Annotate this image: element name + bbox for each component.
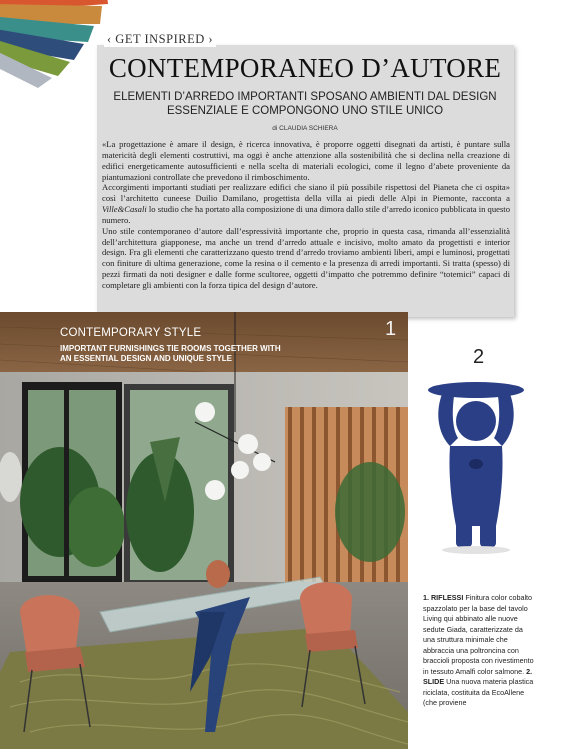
interior-photo [0,312,408,749]
photo-number: 1 [385,318,397,340]
section-kicker: ‹ GET INSPIRED › [104,32,216,47]
color-swatch-fan [0,0,110,90]
photo-title: CONTEMPORARY STYLE [60,327,202,339]
caption-label: 2. SLIDE [423,666,533,686]
caption-label: 1. RIFLESSI [423,593,464,602]
article-subtitle: ELEMENTI D’ARREDO IMPORTANTI SPOSANO AMBIENTI DAL DESIGN ESSENZIALE E COMPONGONO UNO STILE UNICO [113,91,497,117]
product-number: 2 [473,346,485,368]
blue-figure-side-table [412,376,532,556]
body-text: lo studio che ha portato alla composizione di una dimora dallo stile d’arredo iconico pubblicata in questo numero. [102,204,510,225]
caption-text: Una nuova materia plastica riciclata, costituita da EcoAllene (che proviene [423,677,534,707]
body-paragraph: Uno stile contemporaneo d’autore dall’espressività importante che, proprio in questa casa, rimanda all’essenzialità dell’architettura giapponese, ma anche un trend d’arredo attuale e incisivo, molto amato da progettisti e interior design. Fra gli elementi che caratterizzano questo trend d’arredo troviamo ambienti liberi, ampi e luminosi, progettati con finiture di ultima generazione, come la resina o il cemento e la presenza di arredi importanti. Si tratta (spesso) di pezzi firmati da noti designer e dalle forme scultoree, oggetti d’impatto che potremmo definire “totemici” capaci di completare gli ambienti con la forza tipica del design d’autore. [102,225,510,290]
photo-caption [423,593,535,709]
article-title: CONTEMPORANEO D’AUTORE [108,53,502,83]
body-paragraph: «La progettazione è amare il design, è ricerca innovativa, è proporre oggetti disegnati da artisti, è puntare sulla matericità degli elementi costruttivi, ma oggi è anche attenzione alla sostenibilità che si declina nella creazione di edifici energeticamente autosufficienti e nella scelta di materiali ecologici, come il legno d’abete proveniente da piantumazioni controllate che prevedono il rimboschimento. [102,139,510,182]
article-byline: di CLAUDIA SCHIERA [272,125,338,132]
body-text: Accorgimenti importanti studiati per realizzare edifici che siano il più possibile rispettosi del Pianeta che ci ospita» così l’architetto cuneese Duilio Damilano, progettista della villa ai piedi delle Alpi in Piemonte, racconta a [102,182,510,204]
caption-text: Finitura color cobalto spazzolato per la base del tavolo Living qui abbinato alle nuove sedute Giada, caratterizzate da una struttura minimale che abbraccia una poltroncina con braccioli proposta con rivestimento in tessuto Amalfi color salmone. [423,593,534,676]
photo-subtitle: IMPORTANT FURNISHINGS TIE ROOMS TOGETHER WITH AN ESSENTIAL DESIGN AND UNIQUE STYLE [60,344,281,363]
body-paragraph [102,182,510,225]
magazine-name: Ville&Casali [102,204,147,215]
article-body [102,139,510,291]
